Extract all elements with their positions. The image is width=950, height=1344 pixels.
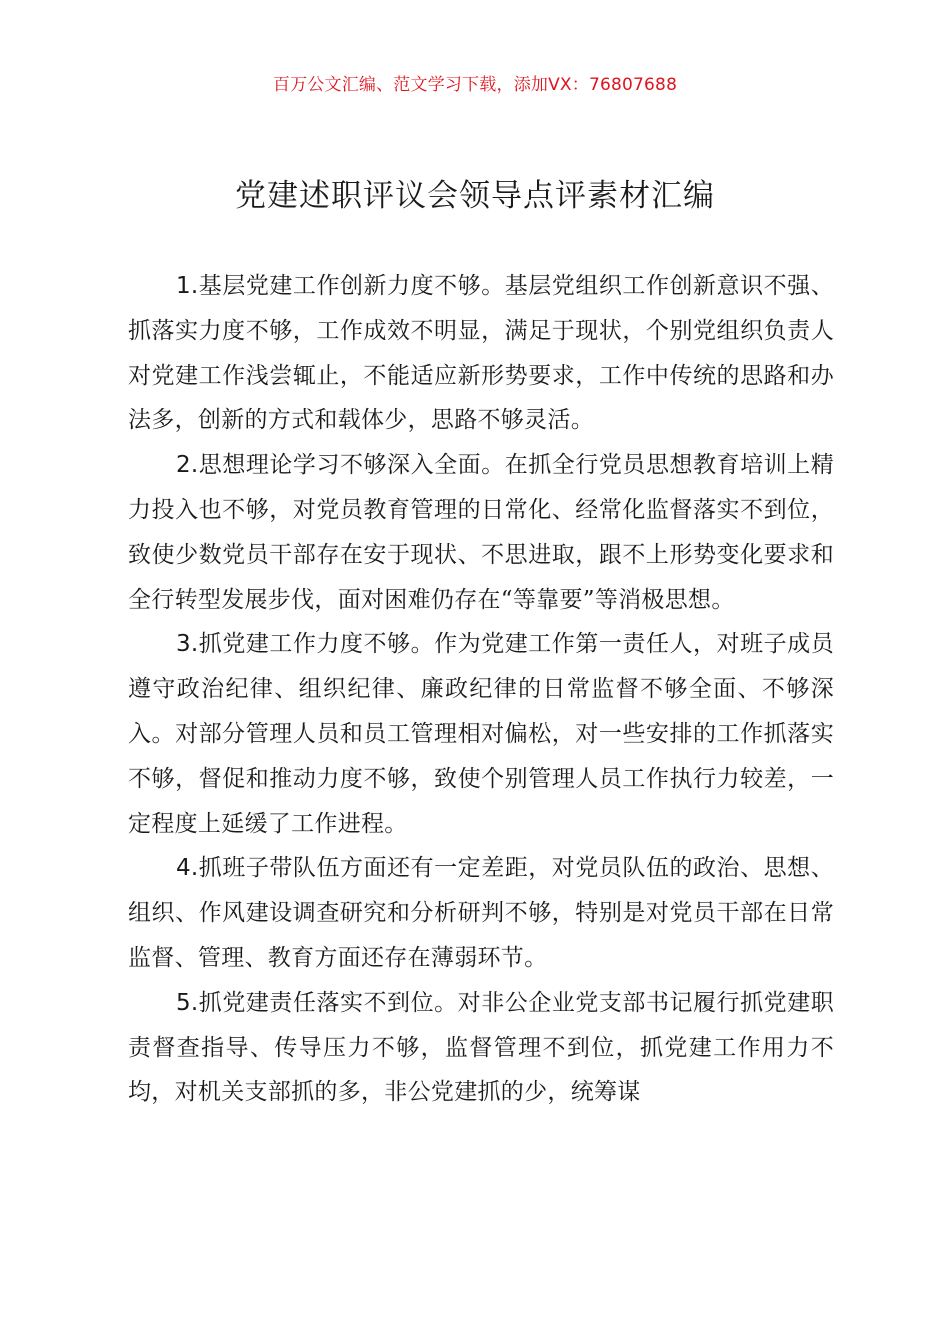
paragraph	[128, 622, 834, 846]
paragraph	[128, 264, 834, 443]
paragraph-text: 抓党建工作力度不够。作为党建工作第一责任人，对班子成员遵守政治纪律、组织纪律、廉政纪律的日常监督不够全面、不够深入。对部分管理人员和员工管理相对偏松，对一些安排的工作抓落实不够，督促和推动力度不够，致使个别管理人员工作执行力较差，一定程度上延缓了工作进程。	[128, 631, 834, 837]
paragraph-text: 抓党建责任落实不到位。对非公企业党支部书记履行抓党建职责督查指导、传导压力不够，监督管理不到位，抓党建工作用力不均，对机关支部抓的多，非公党建抓的少，统筹谋	[128, 989, 834, 1106]
paragraph-text: 抓班子带队伍方面还有一定差距，对党员队伍的政治、思想、组织、作风建设调查研究和分析研判不够，特别是对党员干部在日常监督、管理、教育方面还存在薄弱环节。	[128, 855, 834, 971]
paragraph-number: 5.	[176, 989, 199, 1016]
paragraph-text: 思想理论学习不够深入全面。在抓全行党员思想教育培训上精力投入也不够，对党员教育管理的日常化、经常化监督落实不到位，致使少数党员干部存在安于现状、不思进取，跟不上形势变化要求和全行转型发展步伐，面对困难仍存在“等靠要”等消极思想。	[128, 452, 834, 613]
paragraph	[128, 846, 834, 980]
paragraph-number: 1.	[176, 273, 199, 299]
paragraph	[128, 981, 834, 1115]
paragraph	[128, 443, 834, 622]
paragraph-number: 3.	[176, 631, 199, 658]
header-note: 百万公文汇编、范文学习下载，添加VX：76807688	[272, 75, 678, 95]
page-title: 党建述职评议会领导点评素材汇编	[235, 178, 715, 214]
document-body	[128, 264, 834, 1115]
paragraph-number: 4.	[176, 855, 199, 882]
paragraph-number: 2.	[176, 452, 199, 479]
paragraph-text: 基层党建工作创新力度不够。基层党组织工作创新意识不强、抓落实力度不够，工作成效不明显，满足于现状，个别党组织负责人对党建工作浅尝辄止，不能适应新形势要求，工作中传统的思路和办法多，创新的方式和载体少，思路不够灵活。	[128, 273, 834, 434]
